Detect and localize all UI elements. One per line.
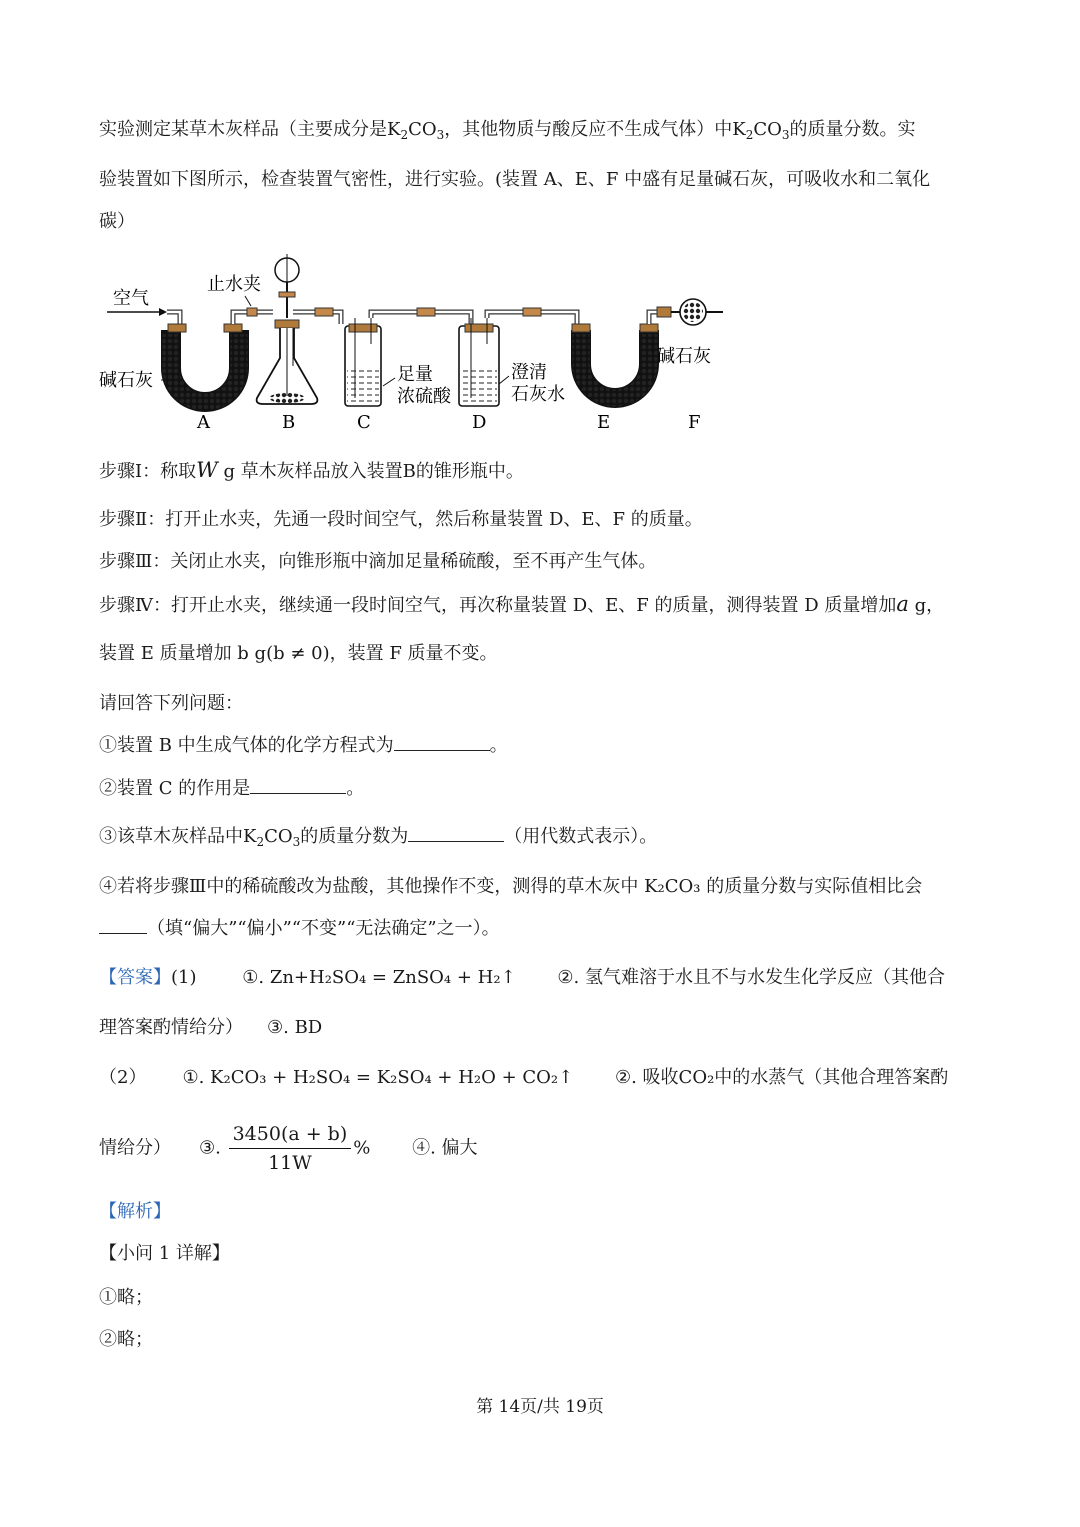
- intro-line-2: 验装置如下图所示，检查装置气密性，进行实验。(装置 A、E、F 中盛有足量碱石灰，可吸收水和二氧化: [99, 169, 931, 190]
- bottle-c-label-2: 浓硫酸: [397, 386, 451, 407]
- question-1: ①装置 B 中生成气体的化学方程式为 。: [99, 732, 508, 760]
- question-2: ②装置 C 的作用是 。: [99, 775, 364, 803]
- u-tube-a: [168, 324, 242, 402]
- sodalime-left-label: 碱石灰: [99, 370, 153, 391]
- question-4: ④若将步骤Ⅲ中的稀硫酸改为盐酸，其他操作不变，测得的草木灰中 K₂CO₃ 的质量分数与实际值相比会: [99, 876, 923, 897]
- analysis-item-1: ①略；: [99, 1287, 153, 1308]
- step-1: 步骤Ⅰ：称取W g 草木灰样品放入装置B的锥形瓶中。: [99, 458, 524, 482]
- analysis-subheading: 【小问 1 详解】: [99, 1243, 230, 1264]
- answer-blank: [250, 775, 346, 794]
- answer-part-2: （2） ①. K₂CO₃ + H₂SO₄ = K₂SO₄ + H₂O + CO₂↑ ②. 吸收CO₂中的水蒸气（其他合理答案酌: [99, 1067, 949, 1088]
- clamp-label: 止水夹: [207, 274, 261, 295]
- question-3: ③该草木灰样品中$K_2CO_3$的质量分数为 （用代数式表示）。: [99, 823, 657, 851]
- bottle-d: [459, 318, 499, 406]
- step-4-cont: 装置 E 质量增加 b g(b ≠ 0)，装置 F 质量不变。: [99, 643, 498, 664]
- drying-tube-f: [657, 299, 723, 325]
- u-tube-e: [572, 324, 658, 398]
- formula-k2co3: $K_2CO_3$: [387, 119, 445, 142]
- label-f: F: [688, 412, 701, 433]
- question-4-cont: （填“偏大”“偏小”“不变”“无法确定”之一）。: [99, 915, 500, 943]
- page-footer: 第 14页/共 19页: [476, 1397, 604, 1417]
- flask-b: [257, 254, 318, 404]
- formula-k2co3: $K_2CO_3$: [243, 826, 301, 849]
- label-d: D: [472, 412, 487, 433]
- mass-fraction-formula: $\frac{3450(a + b)}{11W}$: [229, 1120, 352, 1177]
- intro-line-3: 碳）: [99, 211, 135, 232]
- answer-blank: [99, 915, 147, 934]
- label-c: C: [357, 412, 371, 433]
- answer-part-1-cont: 理答案酌情给分） ③. BD: [99, 1017, 323, 1038]
- answer-blank: [408, 823, 504, 842]
- apparatus-diagram: [95, 248, 735, 438]
- bottle-c: [345, 318, 381, 406]
- answer-part-2-cont: 情给分） ③. $\frac{3450(a + b)}{11W}$ % ④. 偏大: [99, 1120, 478, 1177]
- answer-tag: 【答案】: [99, 967, 171, 988]
- answer-blank: [394, 732, 490, 751]
- intro-line-1: 实验测定某草木灰样品（主要成分是$K_2CO_3$，其他物质与酸反应不生成气体）中$K_2CO_3$的质量分数。实: [99, 119, 916, 142]
- sodalime-right-label: 碱石灰: [657, 346, 711, 367]
- bottle-d-label-1: 澄清: [511, 362, 547, 383]
- label-a: A: [197, 412, 210, 433]
- clamp-icon: [247, 308, 257, 316]
- formula-k2co3: $K_2CO_3$: [732, 119, 790, 142]
- analysis-item-2: ②略；: [99, 1329, 153, 1350]
- answer-part-1: 【答案】(1) ①. Zn+H₂SO₄ = ZnSO₄ + H₂↑ ②. 氢气难溶于水且不与水发生化学反应（其他合: [99, 967, 945, 988]
- analysis-tag: 【解析】: [99, 1201, 171, 1222]
- air-label: 空气: [113, 288, 149, 309]
- questions-intro: 请回答下列问题：: [99, 693, 243, 714]
- bottle-d-label-2: 石灰水: [511, 384, 565, 405]
- step-3: 步骤Ⅲ：关闭止水夹，向锥形瓶中滴加足量稀硫酸，至不再产生气体。: [99, 551, 657, 572]
- label-e: E: [597, 412, 611, 433]
- bottle-c-label-1: 足量: [397, 364, 433, 385]
- label-b: B: [282, 412, 296, 433]
- step-4: 步骤Ⅳ：打开止水夹，继续通一段时间空气，再次称量装置 D、E、F 的质量，测得装置 D 质量增加a g，: [99, 592, 945, 616]
- step-2: 步骤Ⅱ：打开止水夹，先通一段时间空气，然后称量装置 D、E、F 的质量。: [99, 509, 703, 530]
